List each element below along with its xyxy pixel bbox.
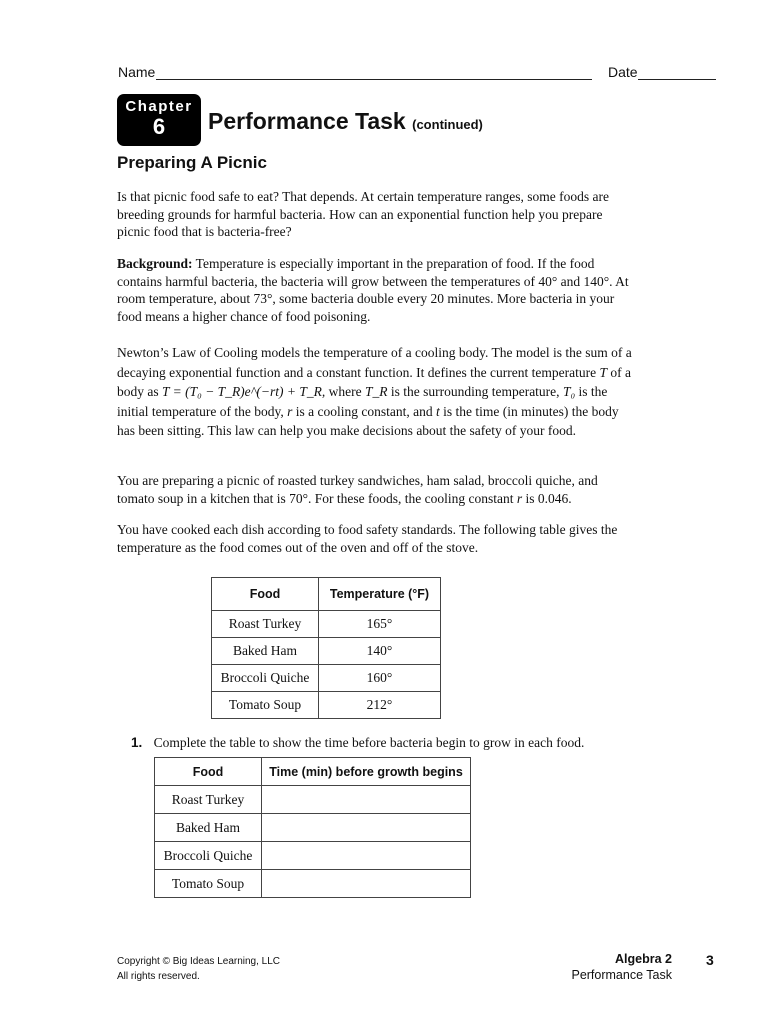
table-row <box>212 692 441 719</box>
answer-table <box>154 757 471 898</box>
chapter-number: 6 <box>152 114 166 139</box>
table-header-row <box>212 578 441 611</box>
name-label: Name <box>118 64 156 80</box>
food-cell: Tomato Soup <box>155 870 262 898</box>
newton-text-3: where <box>328 384 362 399</box>
page-number: 3 <box>706 952 714 968</box>
page-title <box>208 108 483 135</box>
table-row <box>155 870 471 898</box>
var-t0: T₀ <box>562 384 576 399</box>
column-header-food: Food <box>212 578 319 611</box>
var-tr: T_R <box>364 384 388 399</box>
table-row <box>212 638 441 665</box>
footer-copyright <box>117 954 280 984</box>
cooling-formula: T = (T₀ − T_R)e^(−rt) + T_R, <box>162 384 326 399</box>
temperature-cell: 212° <box>319 692 441 719</box>
answer-cell[interactable] <box>262 870 471 898</box>
scenario-paragraph <box>117 472 637 507</box>
newton-text-2: of a body as <box>117 364 631 399</box>
answer-cell[interactable] <box>262 786 471 814</box>
food-cell: Broccoli Quiche <box>155 842 262 870</box>
chapter-badge <box>117 94 201 146</box>
food-cell: Tomato Soup <box>212 692 319 719</box>
temperature-cell: 140° <box>319 638 441 665</box>
var-t-lower: t <box>435 403 440 419</box>
date-label: Date <box>608 64 638 80</box>
table-row <box>212 611 441 638</box>
footer-course <box>571 951 672 983</box>
column-header-temperature: Temperature (°F) <box>319 578 441 611</box>
var-r: r <box>287 403 293 419</box>
chapter-label: Chapter <box>125 98 193 115</box>
newton-text-4: is the surrounding temperature, <box>390 384 560 399</box>
question-text: Complete the table to show the time before bacteria begin to grow in each food. <box>153 735 585 750</box>
answer-cell[interactable] <box>262 814 471 842</box>
newton-text-6: is a cooling constant, and <box>295 403 433 419</box>
document-type: Performance Task <box>571 968 672 982</box>
table-row <box>155 842 471 870</box>
intro-paragraph: Is that picnic food safe to eat? That depends. At certain temperature ranges, some foods are breeding grounds for harmful bacteria. How can an exponential function help you prepare picnic food that is bacteria-free? <box>117 189 609 239</box>
table-header-row <box>155 758 471 786</box>
food-cell: Roast Turkey <box>155 786 262 814</box>
scenario-var-r: r <box>516 490 523 506</box>
column-header-food: Food <box>155 758 262 786</box>
food-cell: Broccoli Quiche <box>212 665 319 692</box>
answer-cell[interactable] <box>262 842 471 870</box>
newton-text-5: is the initial temperature of the body, <box>117 384 608 419</box>
temperature-table <box>211 577 441 719</box>
scenario-text-2: is 0.046. <box>525 490 572 506</box>
rights-text: All rights reserved. <box>117 971 200 982</box>
title-suffix: (continued) <box>412 117 483 132</box>
column-header-time: Time (min) before growth begins <box>262 758 471 786</box>
section-title: Preparing A Picnic <box>117 153 267 172</box>
course-name: Algebra 2 <box>615 952 672 966</box>
question-1 <box>131 735 584 751</box>
background-label: Background: <box>117 256 193 271</box>
copyright-text: Copyright © Big Ideas Learning, LLC <box>117 956 281 967</box>
name-date-row <box>118 64 716 84</box>
title-text: Performance Task <box>208 108 406 134</box>
food-cell: Baked Ham <box>155 814 262 842</box>
question-number: 1. <box>131 735 143 750</box>
date-field[interactable] <box>638 79 716 80</box>
scenario-text-1: You are preparing a picnic of roasted turkey sandwiches, ham salad, broccoli quiche, and tomato soup in a kitchen that is 70°. For these foods, the cooling constant <box>117 473 598 506</box>
background-paragraph <box>117 255 637 325</box>
temperature-cell: 160° <box>319 665 441 692</box>
newton-text-1: Newton’s Law of Cooling models the temperature of a cooling body. The model is the sum of a decaying exponential function and a constant function. It defines the current temperature <box>117 345 632 380</box>
table-row <box>155 786 471 814</box>
table-intro-paragraph: You have cooked each dish according to food safety standards. The following table gives the temperature as the food comes out of the oven and off of the stove. <box>117 522 618 555</box>
table-row <box>155 814 471 842</box>
temperature-cell: 165° <box>319 611 441 638</box>
table-row <box>212 665 441 692</box>
background-text: Temperature is especially important in the preparation of food. If the food contains harmful bacteria, the bacteria will grow between the temperatures of 40° and 140°. At room temperature, about 73°, some bacteria double every 20 minutes. More bacteria in your food means a higher chance of food poisoning. <box>117 256 629 324</box>
food-cell: Roast Turkey <box>212 611 319 638</box>
newton-paragraph <box>117 343 637 441</box>
var-t-upper: T <box>599 364 607 380</box>
name-field[interactable] <box>156 79 592 80</box>
food-cell: Baked Ham <box>212 638 319 665</box>
newton-text-7: is the time (in minutes) the body has been sitting. This law can help you make decisions about the safety of your food. <box>117 403 619 438</box>
